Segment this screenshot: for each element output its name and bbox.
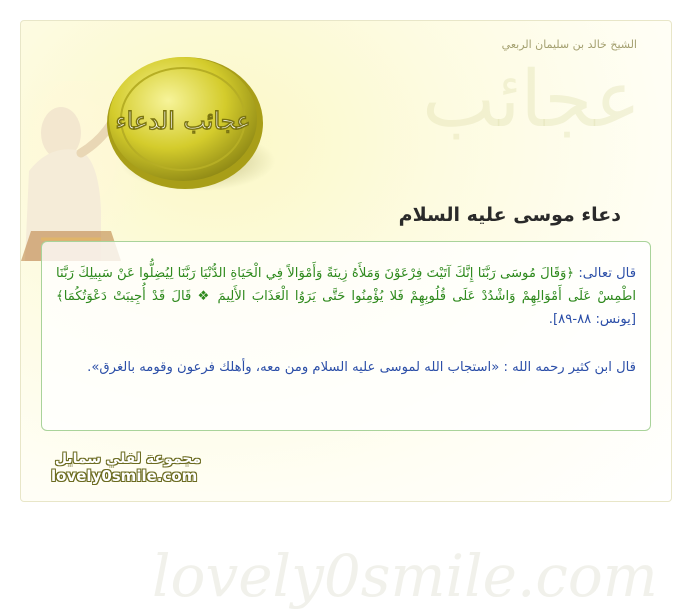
site-watermark: lovely0smile.com: [152, 542, 658, 610]
medallion-logo: [93, 45, 273, 205]
verse-text: ﴿وَقَالَ مُوسَى رَبَّنَا إِنَّكَ آتَيْتَ فِرْعَوْنَ وَمَلأَهُ زِينَةً وَأَمْوَالاً فِي الْحَيَاةِ الدُّنْيَا رَبَّنَا لِيُضِلُّوا عَنْ سَبِيلِكَ رَبَّنَا اطْمِسْ عَلَى أَمْوَالِهِمْ وَاشْدُدْ عَلَى قُلُوبِهِمْ فَلا يُؤْمِنُوا حَتَّى يَرَوُا الْعَذَابَ الأَلِيمَ ❖ قَالَ قَدْ أُجِيبَتْ دَعْوَتُكُمَا﴾: [56, 266, 636, 304]
verse-intro: قال تعالى:: [574, 266, 636, 281]
verse-reference: [يونس: ٨٨-٨٩].: [548, 312, 636, 327]
logo-url: lovely0smile.com: [51, 467, 198, 485]
site-logo: [51, 451, 211, 485]
author-name: الشيخ خالد بن سليمان الربعي: [501, 38, 637, 51]
page-title: دعاء موسى عليه السلام: [398, 204, 621, 226]
logo-arabic: مجموعة لفلي سمايل: [54, 451, 201, 467]
card-frame: [20, 20, 672, 610]
commentary-paragraph: قال ابن كثير رحمه الله : «استجاب الله لموسى عليه السلام ومن معه، وأهلك فرعون وقومه بالغرق».: [87, 360, 636, 375]
background-calligraphy: عجائب: [422, 55, 641, 145]
quran-paragraph: [56, 262, 636, 331]
medallion-text: عجائب الدعاء: [115, 106, 251, 135]
